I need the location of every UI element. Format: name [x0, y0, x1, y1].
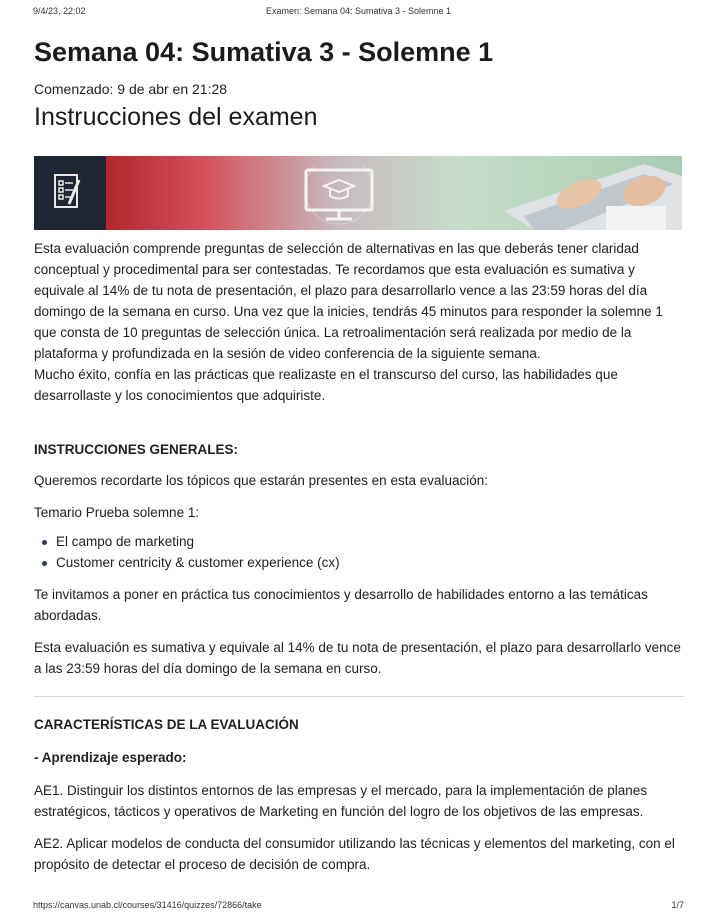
checklist-icon: [34, 156, 106, 230]
ae1-paragraph: AE1. Distinguir los distintos entornos de las empresas y el mercado, para la implementación de planes estratégicos, tácticos y operativos de Marketing en función del logro de los objetivos de las empresas.: [34, 783, 648, 819]
print-footer: [33, 900, 684, 912]
intro-success-paragraph: Mucho éxito, confía en las prácticas que realizaste en el transcurso del curso, las habilidades que desarrollaste y los conocimientos que adquiriste.: [34, 367, 618, 403]
characteristics-heading: CARACTERÍSTICAS DE LA EVALUACIÓN: [34, 717, 299, 732]
started-timestamp: Comenzado: 9 de abr en 21:28: [34, 81, 228, 97]
print-header: [33, 6, 684, 20]
exam-content: [34, 36, 684, 875]
exam-banner-image: [34, 156, 682, 230]
temario-label: Temario Prueba solemne 1:: [34, 505, 200, 520]
ae2-paragraph: AE2. Aplicar modelos de conducta del consumidor utilizando las técnicas y elementos del marketing, con el propósito de detectar el proceso de decisión de compra.: [34, 836, 675, 872]
keyboard-hands-photo: [494, 156, 682, 230]
intro-paragraph: Esta evaluación comprende preguntas de selección de alternativas en las que deberás tener claridad conceptual y procedimental para ser contestadas. Te recordamos que esta evaluación es sumativa y equivale al 14% de tu nota de presentación, el plazo para desarrollarlo vence a las 23:59 horas del día domingo de la semana en curso. Una vez que la inicies, tendrás 45 minutos para responder la solemne 1 que consta de 10 preguntas de selección única. La retroalimentación será realizada por medio de la plataforma y profundizada en la sesión de video conferencia de la siguiente semana.: [34, 241, 663, 361]
general-instructions-heading: INSTRUCCIONES GENERALES:: [34, 442, 239, 457]
graduation-cap-monitor-icon: [284, 166, 394, 230]
invite-paragraph: Te invitamos a poner en práctica tus conocimientos y desarrollo de habilidades entorno a las temáticas abordadas.: [34, 587, 648, 623]
print-doc-title: Examen: Semana 04: Sumativa 3 - Solemne 1: [265, 6, 452, 16]
print-datetime: 9/4/23, 22:02: [33, 6, 86, 16]
page-title: Semana 04: Sumativa 3 - Solemne 1: [34, 37, 494, 67]
topics-list: [34, 531, 684, 573]
print-url: https://canvas.unab.cl/courses/31416/quizzes/72866/take: [33, 900, 262, 910]
instructions-heading: Instrucciones del examen: [34, 103, 318, 131]
list-item: Customer centricity & customer experience (cx): [56, 552, 684, 573]
page-number: 1/7: [671, 900, 684, 910]
summative-paragraph: Esta evaluación es sumativa y equivale al 14% de tu nota de presentación, el plazo para desarrollarlo vence a las 23:59 horas del día domingo de la semana en curso.: [34, 640, 681, 676]
learning-expected-heading: - Aprendizaje esperado:: [34, 750, 187, 765]
section-divider: [34, 696, 684, 697]
topics-intro: Queremos recordarte los tópicos que estarán presentes en esta evaluación:: [34, 473, 489, 488]
list-item: El campo de marketing: [56, 531, 684, 552]
